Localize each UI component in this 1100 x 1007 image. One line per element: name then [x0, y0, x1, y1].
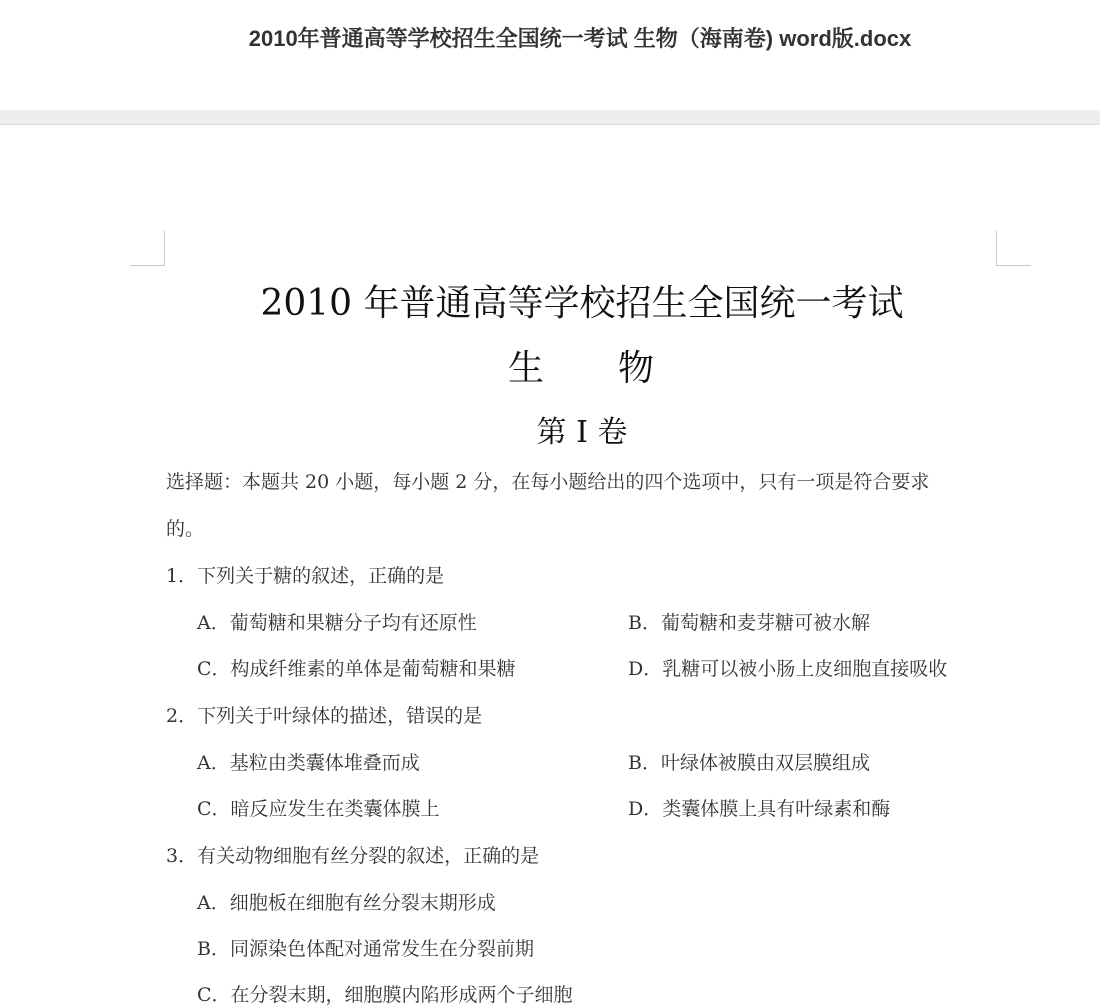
question-1-option-c: C．构成纤维素的单体是葡萄糖和果糖 — [197, 658, 516, 680]
question-1-option-d: D．乳糖可以被小肠上皮细胞直接吸收 — [628, 658, 948, 680]
question-1-option-b: B．葡萄糖和麦芽糖可被水解 — [628, 612, 870, 634]
section-heading: 第 I 卷 — [536, 415, 628, 450]
question-3-option-c: C．在分裂末期，细胞膜内陷形成两个子细胞 — [197, 984, 573, 1006]
margin-corner-left — [130, 231, 165, 266]
exam-heading: 2010 年普通高等学校招生全国统一考试 — [260, 283, 904, 324]
question-3-option-a: A．细胞板在细胞有丝分裂末期形成 — [197, 892, 496, 914]
document-title: 2010年普通高等学校招生全国统一考试 生物（海南卷) word版.docx — [248, 26, 912, 51]
question-2-option-b: B．叶绿体被膜由双层膜组成 — [628, 752, 870, 774]
question-2-stem: 2．下列关于叶绿体的描述，错误的是 — [166, 705, 483, 727]
question-3-option-b: B．同源染色体配对通常发生在分裂前期 — [197, 938, 534, 960]
subject-char-1: 生 — [507, 348, 546, 389]
question-1-stem: 1．下列关于糖的叙述，正确的是 — [166, 565, 445, 587]
question-2-option-d: D．类囊体膜上具有叶绿素和酶 — [628, 798, 891, 820]
toolbar-separator — [0, 110, 1100, 125]
question-2-option-c: C．暗反应发生在类囊体膜上 — [197, 798, 440, 820]
question-1-option-a: A．葡萄糖和果糖分子均有还原性 — [197, 612, 477, 634]
instructions-line-1: 选择题：本题共 20 小题，每小题 2 分，在每小题给出的四个选项中，只有一项是符合要求 — [166, 471, 930, 493]
question-3-stem: 3．有关动物细胞有丝分裂的叙述，正确的是 — [166, 845, 540, 867]
instructions-line-2: 的。 — [166, 518, 205, 540]
title-bar — [0, 0, 1100, 110]
subject-heading — [0, 340, 1100, 391]
document-page — [0, 125, 1100, 1006]
margin-corner-right — [996, 231, 1031, 266]
subject-char-2: 物 — [618, 348, 657, 389]
question-2-option-a: A．基粒由类囊体堆叠而成 — [197, 752, 420, 774]
